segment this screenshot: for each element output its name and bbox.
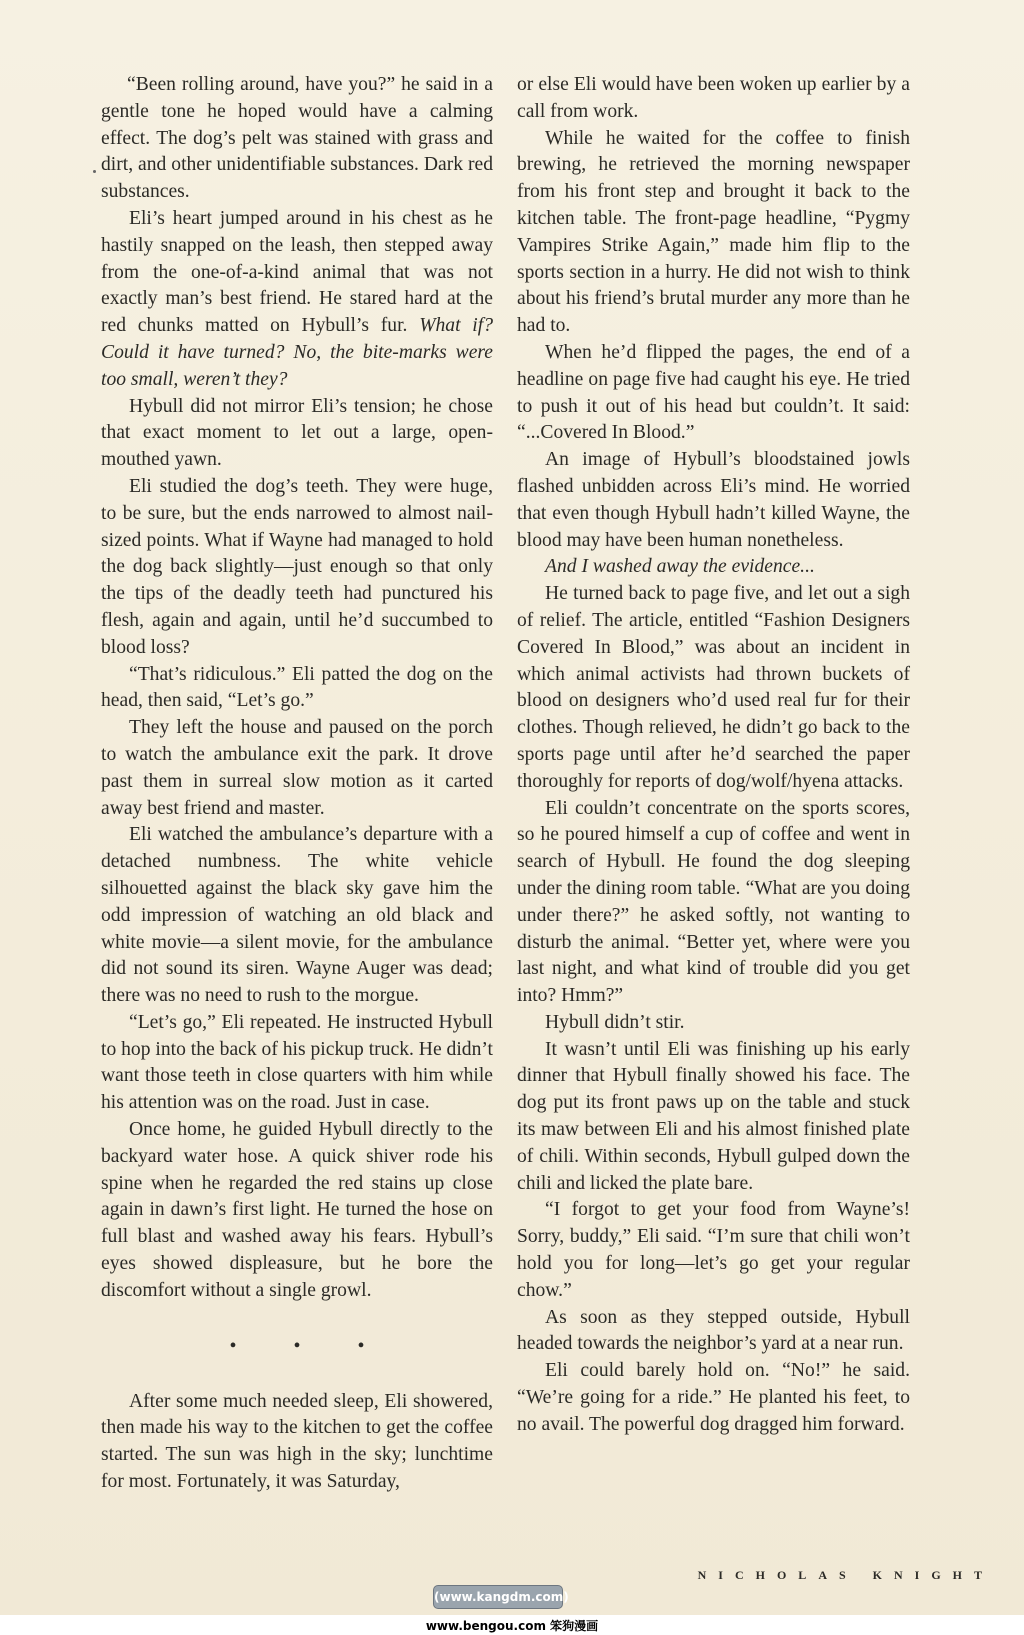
paragraph: Hybull didn’t stir. <box>545 1011 685 1033</box>
paragraph: He turned back to page five, and let out a sigh of relief. The article, entitled “Fashion Designers Covered In Blood,” was about an incident in which animal activists had thrown buckets of blood on designers who’d used real fur for their clothes. Though relieved, he didn’t go back to the sports page until after he’d searched the paper thoroughly for reports of dog/wolf/hyena attacks. <box>517 583 910 792</box>
watermark-badge: (www.kangdm.com) <box>433 1585 563 1609</box>
left-column <box>101 72 493 1496</box>
paragraph: An image of Hybull’s bloodstained jowls flashed unbidden across Eli’s mind. He worried that even though Hybull hadn’t killed Wayne, the blood may have been human nonetheless. <box>517 449 910 551</box>
paragraph: “That’s ridiculous.” Eli patted the dog on the head, then said, “Let’s go.” <box>101 663 493 712</box>
paragraph: “Been rolling around, have you?” he said in a gentle tone he hoped would have a calming effect. The dog’s pelt was stained with grass and dirt, and other unidentifiable substances. Dark red substances. <box>101 74 493 203</box>
paragraph: When he’d flipped the pages, the end of a headline on page five had caught his eye. He tried to push it out of his head but couldn’t. It said: “...Covered In Blood.” <box>517 341 910 444</box>
paragraph: Eli’s heart jumped around in his chest as he hastily snapped on the leash, then stepped away from the one-of-a-kind animal that was not exactly man’s best friend. He stared hard at the red chunks matted on Hybull’s fur. What if? Could it have turned? No, the bite-marks were too small, weren’t they? <box>101 207 493 390</box>
paragraph: It wasn’t until Eli was finishing up his early dinner that Hybull finally showed his face. The dog put its front paws up on the table and stuck its maw between Eli and his almost finished plate of chili. Within seconds, Hybull gulped down the chili and licked the plate bare. <box>517 1038 910 1194</box>
paragraph: “Let’s go,” Eli repeated. He instructed Hybull to hop into the back of his pickup truck. He didn’t want those teeth in close quarters with him while his attention was on the road. Just in case. <box>101 1011 493 1114</box>
paragraph: Eli could barely hold on. “No!” he said. “We’re going for a ride.” He planted his feet, to no avail. The powerful dog dragged him forward. <box>517 1360 910 1435</box>
paragraph-italic: And I washed away the evidence... <box>545 556 815 578</box>
section-break: • • • <box>229 1334 391 1357</box>
paragraph: Once home, he guided Hybull directly to the backyard water hose. A quick shiver rode his spine when he regarded the red stains up close again in dawn’s first light. He turned the hose on full blast and washed away his fears. Hybull’s eyes showed displeasure, but he bore the discomfort without a single growl. <box>101 1119 493 1301</box>
paragraph: Eli couldn’t concentrate on the sports scores, so he poured himself a cup of coffee and went in search of Hybull. He found the dog sleeping under the dining room table. “What are you doing under there?” he asked softly, not wanting to disturb the animal. “Better yet, where were you last night, and what kind of trouble did you get into? Hmm?” <box>517 797 910 1007</box>
paragraph: Hybull did not mirror Eli’s tension; he chose that exact moment to let out a large, open-mouthed yawn. <box>101 395 493 471</box>
paragraph: They left the house and paused on the porch to watch the ambulance exit the park. It drove past them in surreal slow motion as it carted away best friend and master. <box>101 717 493 819</box>
running-footer-author: NICHOLAS KNIGHT <box>697 1568 994 1582</box>
paragraph: “I forgot to get your food from Wayne’s! Sorry, buddy,” Eli said. “I’m sure that chili won’t hold you for long—let’s go get your regular chow.” <box>517 1199 910 1301</box>
paragraph-continued: or else Eli would have been woken up earlier by a call from work. <box>517 74 910 122</box>
paragraph: After some much needed sleep, Eli showered, then made his way to the kitchen to get the coffee started. The sun was high in the sky; lunchtime for most. Fortunately, it was Saturday, <box>101 1390 493 1493</box>
paragraph: Eli studied the dog’s teeth. They were huge, to be sure, but the ends narrowed to almost nail-sized points. What if Wayne had managed to hold the dog back slightly—just enough so that only the tips of the deadly teeth had punctured his flesh, again and again, until he’d succumbed to blood loss? <box>101 475 493 658</box>
paragraph: Eli watched the ambulance’s departure with a detached numbness. The white vehicle silhouetted against the black sky gave him the odd impression of watching an old black and white movie—a silent movie, for the ambulance did not sound its siren. Wayne Auger was dead; there was no need to rush to the morgue. <box>101 824 493 1007</box>
right-column <box>517 72 910 1439</box>
source-credit: www.bengou.com 笨狗漫画 <box>425 1619 599 1633</box>
print-speck <box>93 170 96 173</box>
paragraph: As soon as they stepped outside, Hybull headed towards the neighbor’s yard at a near run. <box>517 1306 910 1355</box>
paragraph: While he waited for the coffee to finish brewing, he retrieved the morning newspaper from his front step and brought it back to the kitchen table. The front-page headline, “Pygmy Vampires Strike Again,” made him flip to the sports section in a hurry. He did not wish to think about his friend’s brutal murder any more than he had to. <box>517 127 910 337</box>
